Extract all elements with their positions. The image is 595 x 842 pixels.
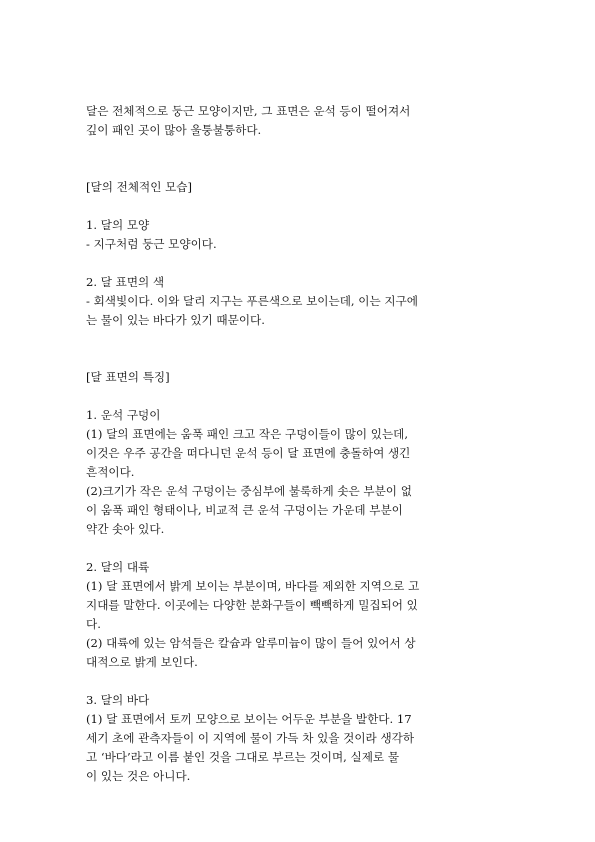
highlands-line-4: (2) 대륙에 있는 암석들은 칼슘과 알루미늄이 많이 들어 있어서 상 (86, 636, 416, 650)
spacer (86, 254, 514, 273)
item-text-color-line-1: - 회색빛이다. 이와 달리 지구는 푸른색으로 보이는데, 이는 지구에 (86, 294, 418, 308)
item-title-highlands: 2. 달의 대륙 (86, 560, 150, 574)
crater-line-2: 이것은 우주 공간을 떠다니던 운석 등이 달 표면에 충돌하여 생긴 (86, 446, 411, 460)
intro-line-2: 깊이 패인 곳이 많아 울퉁불퉁하다. (86, 123, 262, 137)
intro-line-1: 달은 전체적으로 둥근 모양이지만, 그 표면은 운석 등이 떨어져서 (86, 104, 411, 118)
crater-line-6: 약간 솟아 있다. (86, 522, 165, 536)
maria-line-4: 이 있는 것은 아니다. (86, 769, 191, 783)
highlands-line-1: (1) 달 표면에서 밝게 보이는 부분이며, 바다를 제외한 지역으로 고 (86, 579, 420, 593)
crater-line-4: (2)크기가 작은 운석 구덩이는 중심부에 불룩하게 솟은 부분이 없 (86, 484, 412, 498)
spacer (86, 672, 514, 691)
section-heading-surface: [달 표면의 특징] (86, 370, 170, 384)
spacer (86, 387, 514, 406)
spacer (86, 330, 514, 368)
item-text-shape: - 지구처럼 둥근 모양이다. (86, 237, 217, 251)
item-title-color: 2. 달 표면의 색 (86, 275, 165, 289)
spacer (86, 140, 514, 178)
item-title-shape: 1. 달의 모양 (86, 218, 150, 232)
item-text-color-line-2: 는 물이 있는 바다가 있기 때문이다. (86, 313, 265, 327)
section-heading-overall: [달의 전체적인 모습] (86, 180, 193, 194)
maria-line-1: (1) 달 표면에서 토끼 모양으로 보이는 어두운 부분을 발한다. 17 (86, 712, 412, 726)
highlands-line-2: 지대를 말한다. 이곳에는 다양한 분화구들이 빽빽하게 밀집되어 있 (86, 598, 418, 612)
highlands-line-5: 대적으로 밝게 보인다. (86, 655, 198, 669)
crater-line-1: (1) 달의 표면에는 움푹 패인 크고 작은 구덩이들이 많이 있는데, (86, 427, 409, 441)
spacer (86, 539, 514, 558)
maria-line-2: 세기 초에 관측자들이 이 지역에 물이 가득 차 있을 것이라 생각하 (86, 731, 415, 745)
item-title-crater: 1. 운석 구덩이 (86, 408, 161, 422)
document-body (86, 102, 514, 786)
highlands-line-3: 다. (86, 617, 101, 631)
crater-line-5: 이 움푹 패인 형태이나, 비교적 큰 운석 구덩이는 가운데 부분이 (86, 503, 403, 517)
item-title-maria: 3. 달의 바다 (86, 693, 150, 707)
spacer (86, 197, 514, 216)
maria-line-3: 고 ‘바다’라고 이름 붙인 것을 그대로 부르는 것이며, 실제로 물 (86, 750, 400, 764)
crater-line-3: 흔적이다. (86, 465, 135, 479)
